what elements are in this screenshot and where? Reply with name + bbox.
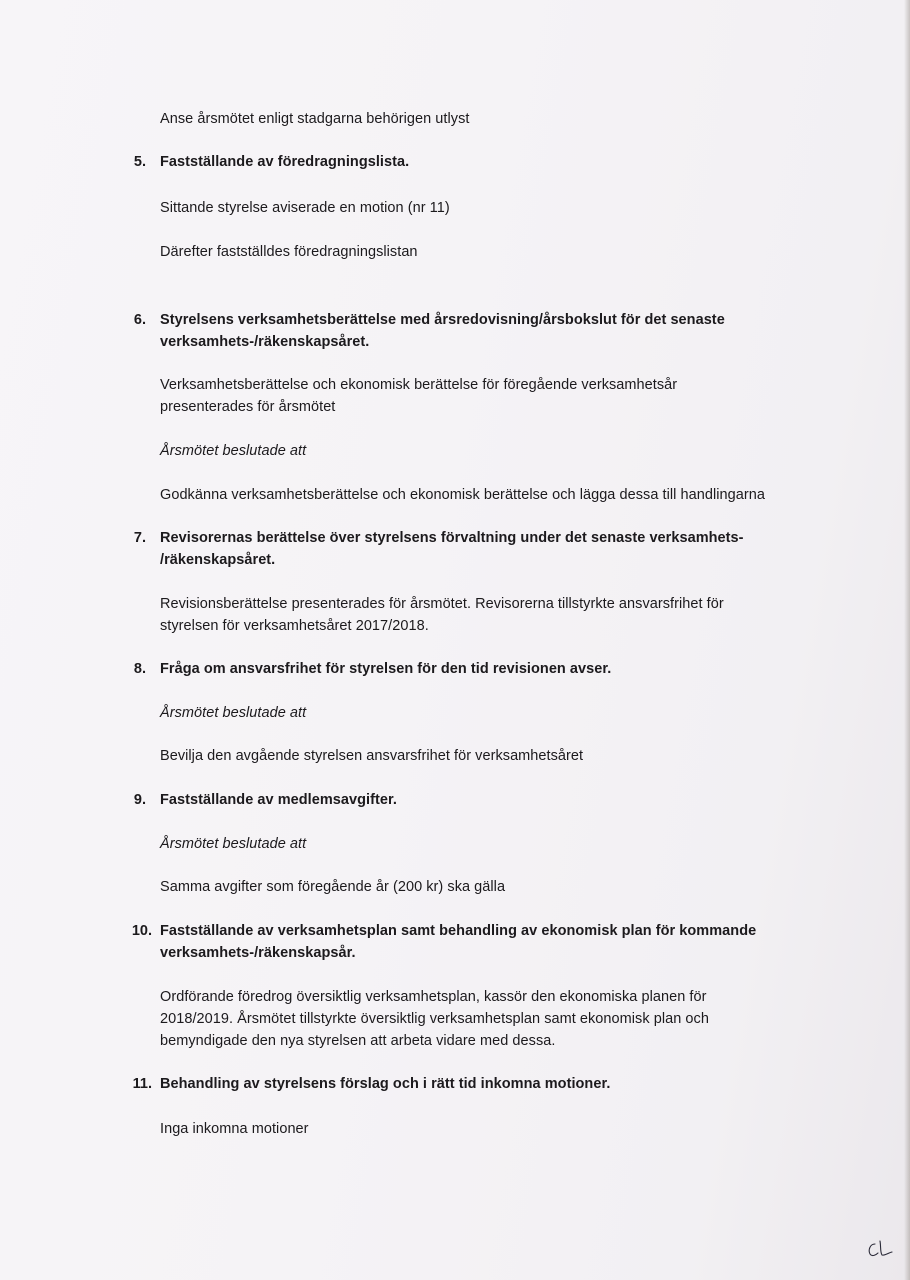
item-6-number: 6. xyxy=(133,312,146,328)
item-11-text: Inga inkomna motioner xyxy=(160,1121,309,1137)
item-10-heading: verksamhets-/räkenskapsår. xyxy=(160,945,356,961)
item-7-text: styrelsen för verksamhetsåret 2017/2018. xyxy=(160,618,429,634)
item-6-text: presenterades för årsmötet xyxy=(160,399,336,415)
item-10-text: Ordförande föredrog översiktlig verksamhetsplan, kassör den ekonomiska planen för xyxy=(160,989,707,1005)
item-7-text: Revisionsberättelse presenterades för årsmötet. Revisorerna tillstyrkte ansvarsfrihet för xyxy=(160,596,724,612)
item-8-text: Bevilja den avgående styrelsen ansvarsfrihet för verksamhetsåret xyxy=(160,748,584,764)
item-11-number: 11. xyxy=(132,1076,152,1092)
item-9-text: Samma avgifter som föregående år (200 kr) ska gälla xyxy=(160,879,506,895)
item-8-number: 8. xyxy=(133,661,146,677)
item-8-decision-label: Årsmötet beslutade att xyxy=(160,705,307,721)
page-shadow xyxy=(904,0,910,1280)
item-9-number: 9. xyxy=(133,792,146,808)
item-5-text: Därefter fastställdes föredragningslistan xyxy=(160,244,418,260)
item-6-text: Verksamhetsberättelse och ekonomisk berättelse för föregående verksamhetsår xyxy=(160,377,678,393)
item-7-heading: /räkenskapsåret. xyxy=(160,552,276,568)
item-10-text: 2018/2019. Årsmötet tillstyrkte översiktlig verksamhetsplan samt ekonomisk plan och xyxy=(160,1011,709,1027)
handwritten-initials xyxy=(866,1236,894,1262)
item-6-text: Godkänna verksamhetsberättelse och ekonomisk berättelse och lägga dessa till handlingarna xyxy=(160,487,765,503)
item-8-heading: Fråga om ansvarsfrihet för styrelsen för den tid revisionen avser. xyxy=(160,661,612,677)
item-5-heading: Fastställande av föredragningslista. xyxy=(160,154,410,170)
item-10-heading: Fastställande av verksamhetsplan samt behandling av ekonomisk plan för kommande xyxy=(160,923,757,939)
item-6-heading: verksamhets-/räkenskapsåret. xyxy=(160,334,370,350)
item-9-decision-label: Årsmötet beslutade att xyxy=(160,836,307,852)
item-5-text: Sittande styrelse aviserade en motion (nr 11) xyxy=(160,200,450,216)
item-6-heading: Styrelsens verksamhetsberättelse med årsredovisning/årsbokslut för det senaste xyxy=(160,312,725,328)
item-9-heading: Fastställande av medlemsavgifter. xyxy=(160,792,397,808)
item-7-heading: Revisorernas berättelse över styrelsens förvaltning under det senaste verksamhets- xyxy=(160,530,744,546)
item-6-decision-label: Årsmötet beslutade att xyxy=(160,443,307,459)
item-10-text: bemyndigade den nya styrelsen att arbeta vidare med dessa. xyxy=(160,1033,556,1049)
item-7-number: 7. xyxy=(133,530,146,546)
item-10-number: 10. xyxy=(131,923,152,939)
item-11-heading: Behandling av styrelsens förslag och i rätt tid inkomna motioner. xyxy=(160,1076,611,1092)
intro-text: Anse årsmötet enligt stadgarna behörigen utlyst xyxy=(160,111,470,127)
item-5-number: 5. xyxy=(133,154,146,170)
